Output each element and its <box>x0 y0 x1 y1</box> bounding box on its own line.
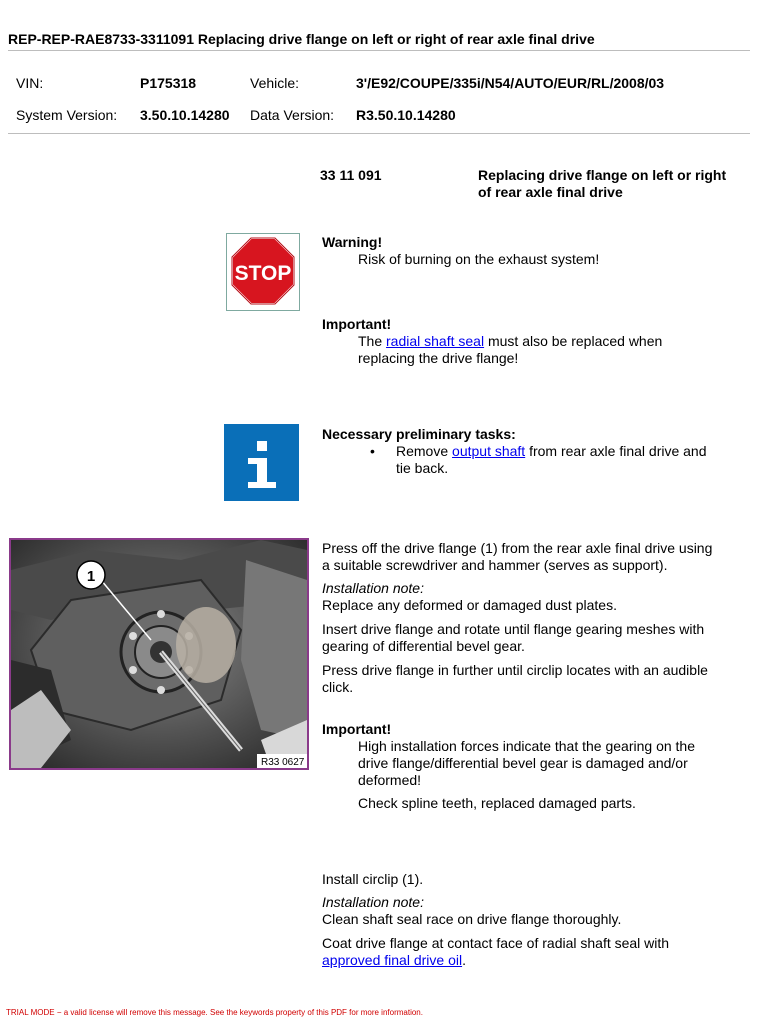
figure-code: R33 0627 <box>261 757 305 768</box>
vin-value: P175318 <box>140 75 197 91</box>
meta-divider <box>8 133 750 134</box>
doc-number: 33 11 091 <box>320 167 382 183</box>
drive-flange-photo <box>9 538 309 770</box>
trial-mode-notice: TRIAL MODE − a valid license will remove this message. See the keywords property of this PDF for more information. <box>6 1008 423 1017</box>
step-2 <box>322 621 754 655</box>
step-2-line2: gearing of differential bevel gear. <box>322 638 525 654</box>
prelim-item-post: from rear axle final drive and <box>525 443 707 459</box>
install-circlip: Install circlip (1). <box>322 871 424 887</box>
system-version-label: System Version: <box>16 107 118 123</box>
info-icon <box>224 424 299 501</box>
stop-sign-text: STOP <box>234 262 292 285</box>
installation-note-1: Replace any deformed or damaged dust plates. <box>322 597 617 613</box>
warning-text: Risk of burning on the exhaust system! <box>358 251 600 267</box>
installation-note-2: Clean shaft seal race on drive flange thoroughly. <box>322 911 622 927</box>
prelim-block <box>322 426 752 477</box>
doc-heading-line2: of rear axle final drive <box>478 184 623 200</box>
vehicle-value: 3'/E92/COUPE/335i/N54/AUTO/EUR/RL/2008/03 <box>356 75 665 91</box>
installation-note-label-1: Installation note: <box>322 580 424 596</box>
stop-sign-icon <box>226 233 300 311</box>
system-version-value: 3.50.10.14280 <box>140 107 230 123</box>
step-1-line2: a suitable screwdriver and hammer (serves as support). <box>322 557 668 573</box>
steps-block <box>322 540 754 696</box>
vin-label: VIN: <box>16 75 44 91</box>
data-version-value: R3.50.10.14280 <box>356 107 456 123</box>
coat-end: . <box>462 952 466 968</box>
vehicle-label: Vehicle: <box>250 75 300 91</box>
step-1 <box>322 540 754 574</box>
warning-title: Warning! <box>322 234 383 250</box>
data-version-label: Data Version: <box>250 107 335 123</box>
radial-shaft-seal-link[interactable]: radial shaft seal <box>386 333 485 349</box>
figure-callout-1: 1 <box>86 568 96 585</box>
header-divider <box>8 50 750 51</box>
output-shaft-link[interactable]: output shaft <box>452 443 526 459</box>
doc-heading-line1: Replacing drive flange on left or right <box>478 167 727 183</box>
important-text-2-line4: Check spline teeth, replaced damaged parts. <box>358 795 636 811</box>
installation-note-label-2: Installation note: <box>322 894 424 910</box>
step-3-line2: click. <box>322 679 354 695</box>
bullet: • <box>370 443 375 459</box>
important-text-2-line3: deformed! <box>358 772 422 788</box>
document-title: REP-REP-RAE8733-3311091 Replacing drive flange on left or right of rear axle final drive <box>8 31 595 47</box>
prelim-list <box>322 443 752 477</box>
step-2-line1: Insert drive flange and rotate until flange gearing meshes with <box>322 621 705 637</box>
important-title-1: Important! <box>322 316 392 332</box>
important-block-1 <box>322 316 752 367</box>
prelim-title: Necessary preliminary tasks: <box>322 426 516 442</box>
prelim-list-item <box>322 443 752 477</box>
coat-line1: Coat drive flange at contact face of radial shaft seal with <box>322 935 670 951</box>
prelim-item-line2: tie back. <box>396 460 449 476</box>
approved-final-drive-oil-link[interactable]: approved final drive oil <box>322 952 463 968</box>
step-3 <box>322 662 754 696</box>
important-text-1-post: must also be replaced when <box>484 333 663 349</box>
important-block-2 <box>322 721 754 812</box>
important-text-1-line2: replacing the drive flange! <box>358 350 519 366</box>
step-1-line1: Press off the drive flange (1) from the rear axle final drive using <box>322 540 713 556</box>
important-title-2: Important! <box>322 721 392 737</box>
prelim-item-pre: Remove <box>396 443 453 459</box>
step-3-line1: Press drive flange in further until circlip locates with an audible <box>322 662 708 678</box>
important-text-1-pre: The <box>358 333 387 349</box>
doc-heading <box>478 167 758 201</box>
important-text-2-line2: drive flange/differential bevel gear is damaged and/or <box>358 755 688 771</box>
install-block <box>322 871 754 969</box>
coat-instruction <box>322 935 754 969</box>
warning-block <box>322 234 752 268</box>
important-text-2-line1: High installation forces indicate that the gearing on the <box>358 738 695 754</box>
important-text-1 <box>322 333 752 350</box>
